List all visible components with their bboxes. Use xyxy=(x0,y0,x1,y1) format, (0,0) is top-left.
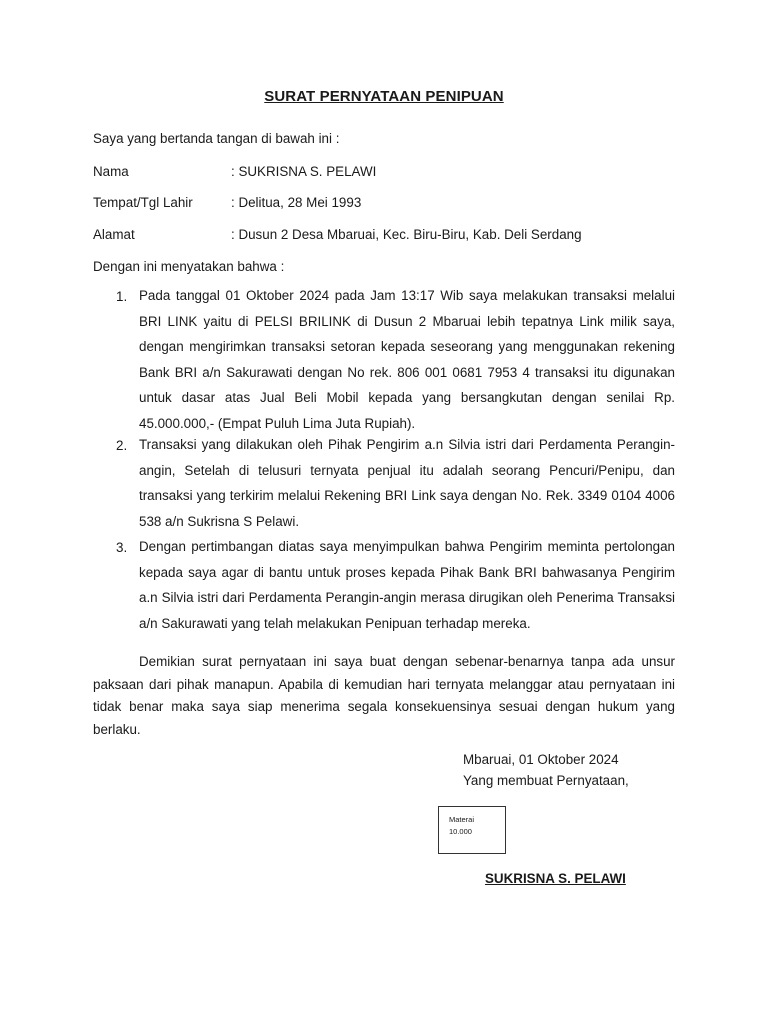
list-item-number: 3. xyxy=(116,540,128,555)
stamp-line-2: 10.000 xyxy=(449,827,472,836)
list-item-number: 1. xyxy=(116,289,128,304)
field-label-nama: Nama xyxy=(93,164,129,179)
list-item-text: Transaksi yang dilakukan oleh Pihak Pengirim a.n Silvia istri dari Perdamenta Perangin-angin, Setelah di telusuri ternyata penjual itu adalah seorang Pencuri/Penipu, dan transaksi yang terkirim melalui Rekening BRI Link saya dengan No. Rek. 3349 0104 4006 538 a/n Sukrisna S Pelawi. xyxy=(139,437,675,529)
list-item-text: Pada tanggal 01 Oktober 2024 pada Jam 13:17 Wib saya melakukan transaksi melalui BRI LINK yaitu di PELSI BRILINK di Dusun 2 Mbaruai lebih tepatnya Link milik saya, dengan mengirimkan transaksi setoran kepada seseorang yang menggunakan rekening Bank BRI a/n Sakurawati dengan No rek. 806 001 0681 7953 4 transaksi itu digunakan untuk dasar atas Jual Beli Mobil kepada yang bersangkutan dengan senilai Rp. 45.000.000,- (Empat Puluh Lima Juta Rupiah). xyxy=(139,288,675,431)
document-title: SURAT PERNYATAAN PENIPUAN xyxy=(264,88,504,105)
field-value-nama: : SUKRISNA S. PELAWI xyxy=(231,164,377,179)
closing-paragraph: Demikian surat pernyataan ini saya buat dengan sebenar-benarnya tanpa ada unsur paksaan dari pihak manapun. Apabila di kemudian hari ternyata melanggar atau pernyataan ini tidak benar maka saya siap menerima segala konsekuensinya sesuai dengan hukum yang berlaku. xyxy=(93,654,675,737)
field-label-alamat: Alamat xyxy=(93,227,135,242)
materai-stamp-box xyxy=(438,806,506,854)
place-date: Mbaruai, 01 Oktober 2024 xyxy=(463,752,619,767)
field-value-tempat-tgl-lahir: : Delitua, 28 Mei 1993 xyxy=(231,195,362,210)
signer-name: SUKRISNA S. PELAWI xyxy=(485,871,626,886)
maker-label: Yang membuat Pernyataan, xyxy=(463,773,629,788)
intro-text: Saya yang bertanda tangan di bawah ini : xyxy=(93,131,340,146)
stamp-line-1: Materai xyxy=(449,815,475,824)
list-item-text: Dengan pertimbangan diatas saya menyimpulkan bahwa Pengirim meminta pertolongan kepada saya agar di bantu untuk proses kepada Pihak Bank BRI bahwasanya Pengirim a.n Silvia istri dari Perdamenta Perangin-angin merasa dirugikan oleh Penerima Transaksi a/n Sakurawati yang telah melakukan Penipuan terhadap mereka. xyxy=(139,539,675,631)
list-item-number: 2. xyxy=(116,438,128,453)
statement-intro: Dengan ini menyatakan bahwa : xyxy=(93,259,285,274)
field-value-alamat: : Dusun 2 Desa Mbaruai, Kec. Biru-Biru, Kab. Deli Serdang xyxy=(231,227,582,242)
field-label-tempat-tgl-lahir: Tempat/Tgl Lahir xyxy=(93,195,193,210)
